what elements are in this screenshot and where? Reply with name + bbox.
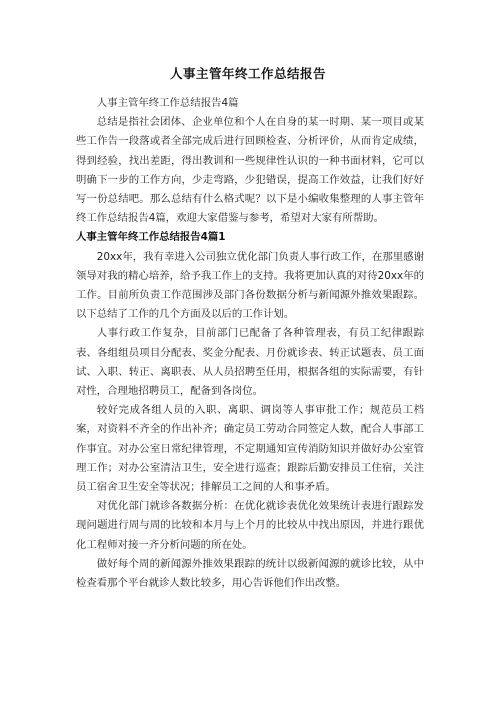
intro-paragraph: 总结是指社会团体、企业单位和个人在自身的某一时期、某一项目或某些工作告一段落或者全部完成后进行回顾检查、分析评价，从而肯定成绩，得到经验，找出差距，得出教训和一些规律性认识的一种书面材料，它可以明确下一步的工作方向，少走弯路，少犯错误，提高工作效益，让我们好好写一份总结吧。那么总结有什么格式呢？以下是小编收集整理的人事主管年终工作总结报告4篇，欢迎大家借鉴与参考，希望对大家有所帮助。 — [76, 116, 424, 225]
document-subtitle: 人事主管年终工作总结报告4篇 — [96, 97, 239, 109]
body-paragraph-2: 人事行政工作复杂，目前部门已配备了各种管理表，有员工纪律跟踪表、各组组员项目分配表、奖金分配表、月份就诊表、转正试题表、员工面试、入职、转正、离职表、从人员招聘至任用，根据各组的实际需要，有针对性，合理地招聘员工，配备到各岗位。 — [76, 327, 424, 398]
body-paragraph-1: 20xx年，我有幸进入公司独立优化部门负责人事行政工作，在那里感谢领导对我的精心培养，给予我工作上的支持。我将更加认真的对待20xx年的工作。目前所负责工作范围涉及部门各份数据分析与新闻源外推效果跟踪。以下总结了工作的几个方面及以后的工作计划。 — [76, 250, 424, 321]
body-paragraph-3: 较好完成各组人员的入职、离职、调岗等人事审批工作；规范员工档案，对资料不齐全的作出补齐；确定员工劳动合同签定人数，配合人事部工作事宜。对办公室日常纪律管理，不定期通知宣传消防知识并做好办公室管理工作；对办公室清洁卫生，安全进行巡查；跟踪后勤安排员工住宿，关注员工宿舍卫生安全等状况；排解员工之间的人和事矛盾。 — [76, 404, 424, 494]
body-paragraph-4: 对优化部门就诊各数据分析：在优化就诊表优化效果统计表进行跟踪发现问题进行周与周的比较和本月与上个月的比较从中找出原因，并进行跟优化工程师对接一齐分析问题的所在处。 — [76, 500, 424, 551]
section-heading: 人事主管年终工作总结报告4篇1 — [76, 231, 226, 244]
document-title: 人事主管年终工作总结报告 — [169, 66, 326, 81]
document-body — [76, 94, 424, 593]
body-paragraph-5: 做好每个周的新闻源外推效果跟踪的统计以级新闻源的就诊比较，从中检查看那个平台就诊人数比较多，用心告诉他们作出改整。 — [76, 557, 424, 590]
